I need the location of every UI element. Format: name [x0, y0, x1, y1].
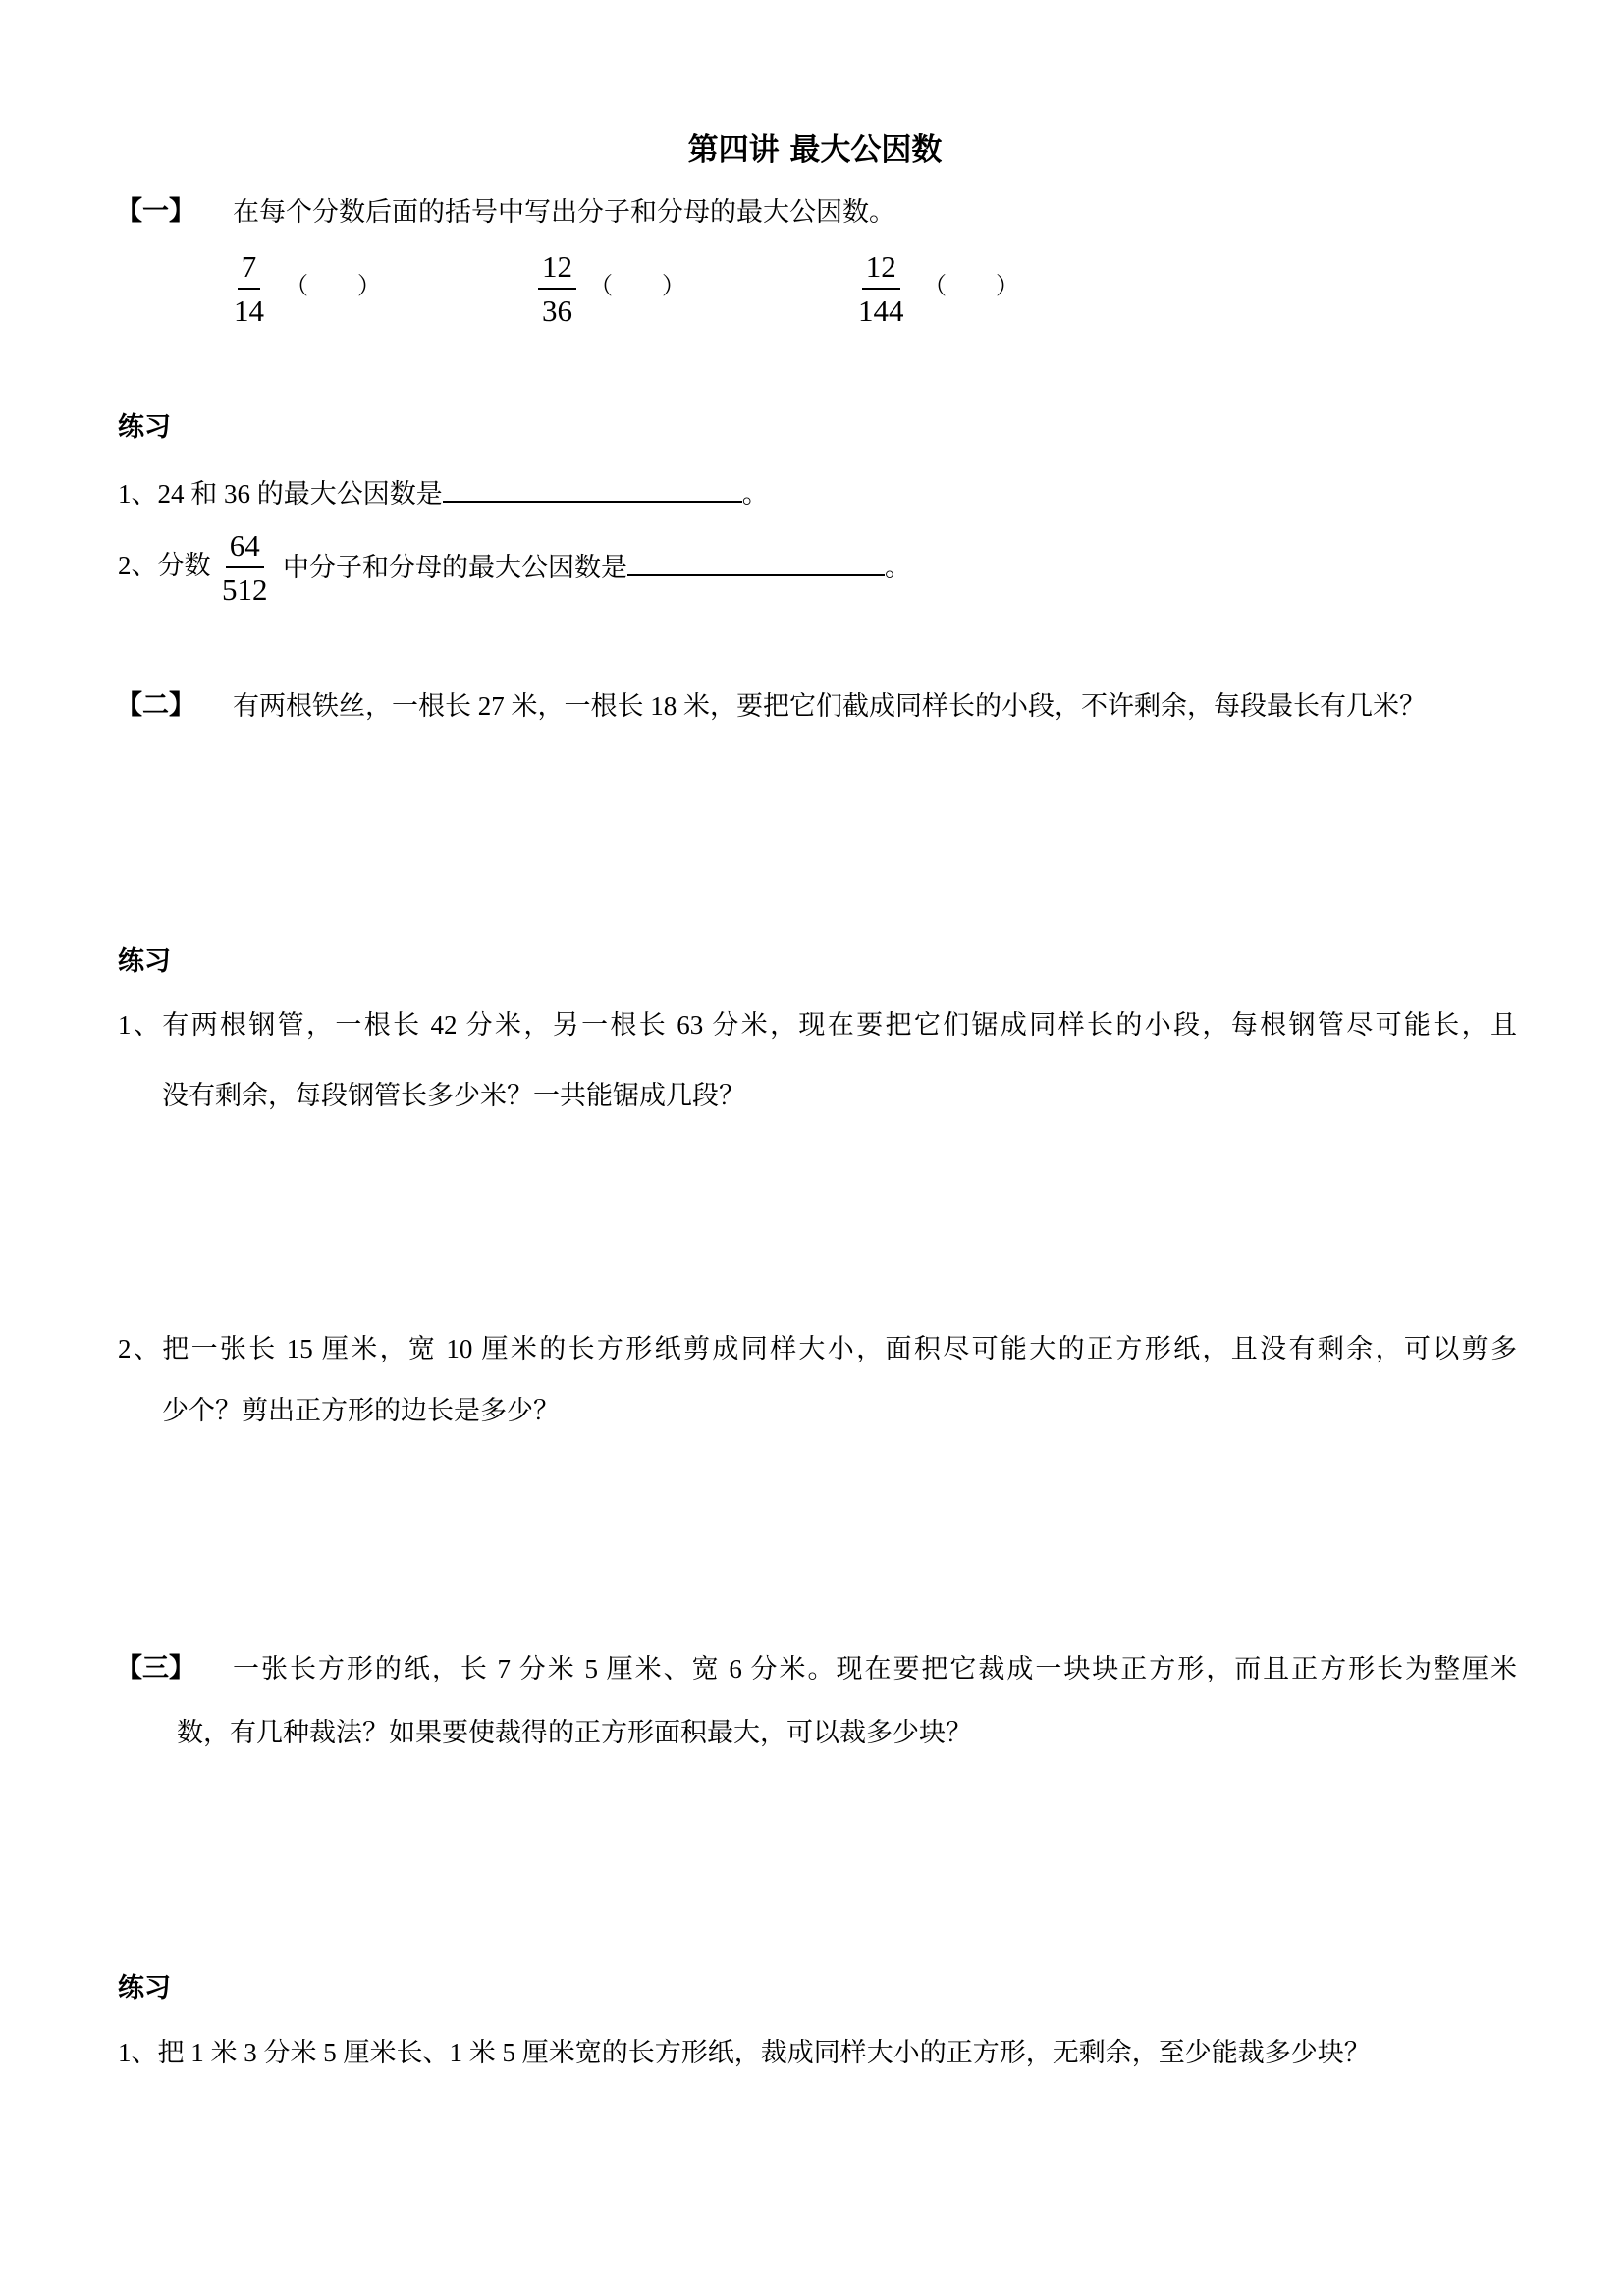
numerator: 64 [226, 530, 264, 568]
practice-2-question-2-line-1: 2、把一张长 15 厘米，宽 10 厘米的长方形纸剪成同样大小，面积尽可能大的正方形纸，且没有剩余，可以剪多 [118, 1334, 1517, 1363]
practice-2-question-1-line-1: 1、有两根钢管，一根长 42 分米，另一根长 63 分米，现在要把它们锯成同样长的小段，每根钢管尽可能长，且 [118, 1010, 1517, 1040]
practice-1-question-2-rest [283, 553, 911, 581]
denominator: 14 [234, 294, 264, 328]
paren-close: ） [996, 274, 1019, 299]
question-text: 中分子和分母的最大公因数是 [283, 553, 627, 582]
denominator: 36 [542, 294, 572, 328]
section-3-prompt-line-2: 数，有几种裁法？如果要使裁得的正方形面积最大，可以裁多少块？ [177, 1718, 972, 1747]
practice-3-question-1: 1、把 1 米 3 分米 5 厘米长、1 米 5 厘米宽的长方形纸，裁成同样大小的正方形，无剩余，至少能裁多少块？ [118, 2038, 1371, 2067]
practice-heading-1: 练习 [118, 412, 171, 443]
answer-blank[interactable] [443, 479, 742, 503]
section-2-prompt: 有两根铁丝，一根长 27 米，一根长 18 米，要把它们截成同样长的小段，不许剩余，每段最长有几米？ [233, 691, 1426, 721]
period: 。 [885, 553, 911, 582]
denominator: 144 [858, 294, 904, 328]
section-label-1: 【一】 [116, 196, 195, 227]
question-prefix: 2、分数 [118, 551, 211, 580]
practice-2-question-1-line-2: 没有剩余，每段钢管长多少米？一共能锯成几段？ [162, 1081, 745, 1110]
fraction-1 [234, 251, 264, 326]
fraction-64-512 [222, 530, 268, 605]
section-3-prompt-line-1: 一张长方形的纸，长 7 分米 5 厘米、宽 6 分米。现在要把它裁成一块块正方形，而且正方形长为整厘米 [233, 1654, 1517, 1683]
numerator: 12 [862, 251, 900, 290]
paren-close: ） [662, 274, 685, 299]
fraction-2 [538, 251, 576, 326]
practice-heading-2: 练习 [118, 946, 171, 977]
practice-1-question-1 [118, 479, 769, 507]
numerator: 12 [538, 251, 576, 290]
section-label-2: 【二】 [116, 690, 195, 721]
practice-1-question-2 [118, 553, 211, 579]
answer-paren-3[interactable] [923, 275, 1019, 298]
paren-close: ） [357, 274, 381, 299]
page-title: 第四讲 最大公因数 [687, 133, 943, 168]
answer-paren-1[interactable] [285, 275, 381, 298]
numerator: 7 [238, 251, 261, 290]
paren-open: （ [589, 274, 613, 299]
question-text: 1、24 和 36 的最大公因数是 [118, 479, 443, 508]
section-1-prompt: 在每个分数后面的括号中写出分子和分母的最大公因数。 [233, 197, 895, 227]
paren-open: （ [923, 274, 947, 299]
practice-heading-3: 练习 [118, 1973, 171, 2003]
practice-2-question-2-line-2: 少个？剪出正方形的边长是多少？ [162, 1396, 560, 1425]
denominator: 512 [222, 572, 268, 607]
fraction-3 [858, 251, 904, 326]
paren-open: （ [285, 274, 308, 299]
answer-paren-2[interactable] [589, 275, 685, 298]
period: 。 [741, 479, 769, 508]
section-label-3: 【三】 [116, 1653, 195, 1683]
answer-blank[interactable] [627, 553, 885, 576]
